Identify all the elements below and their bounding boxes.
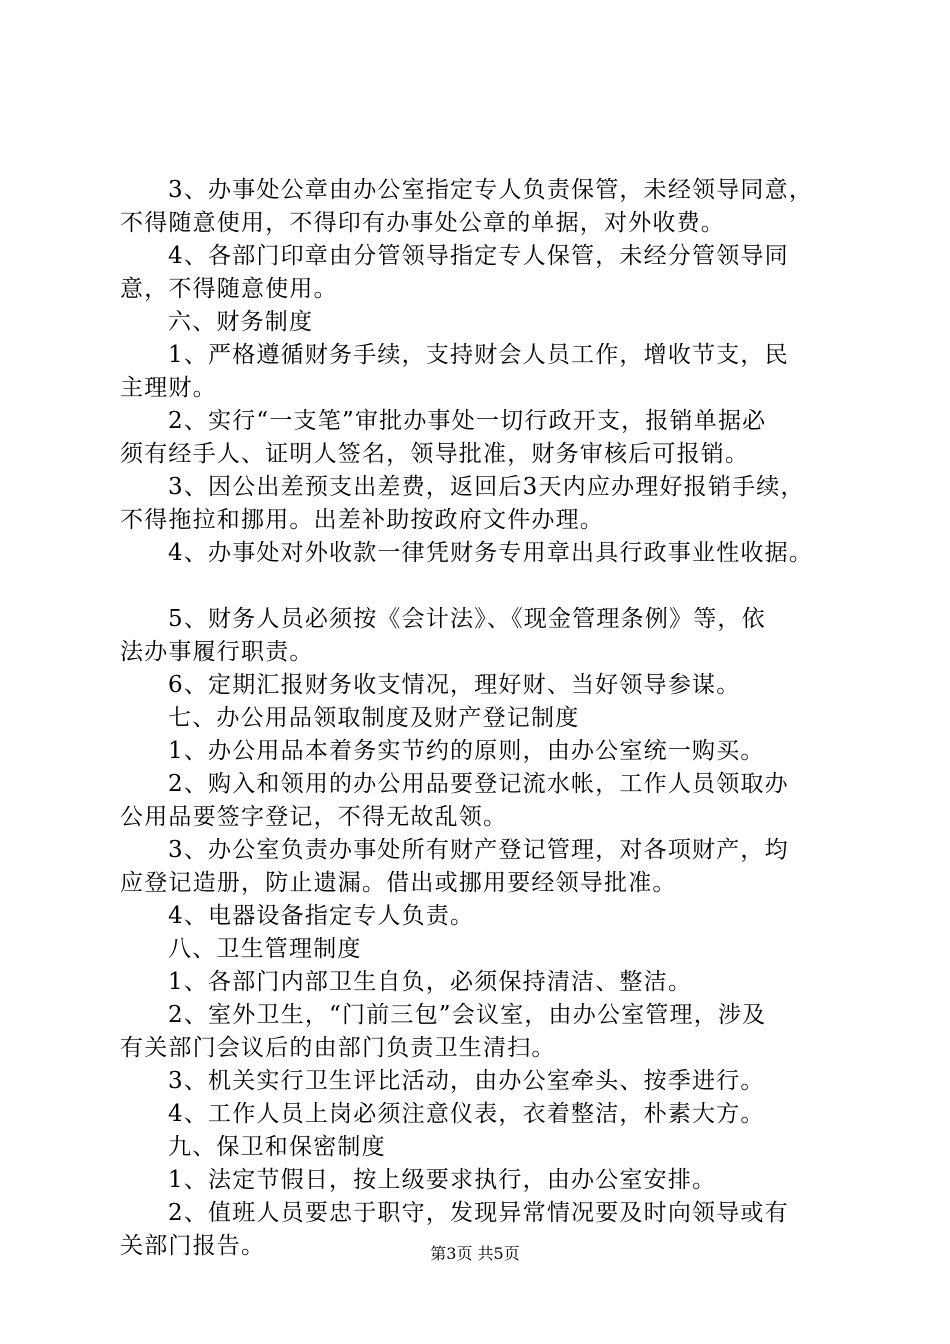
text-line: 法办事履行职责。: [120, 639, 314, 665]
text-line: 不得随意使用，不得印有办事处公章的单据，对外收费。: [120, 210, 725, 236]
text-line: 八、卫生管理制度: [168, 936, 362, 962]
text-line: 关部门报告。: [120, 1233, 266, 1259]
document-body: [120, 174, 850, 1263]
text-line: 1、办公用品本着务实节约的原则，由办公室统一购买。: [168, 738, 765, 764]
blank-line: [120, 570, 850, 603]
text-line: 不得拖拉和挪用。出差补助按政府文件办理。: [120, 507, 604, 533]
text-line: 须有经手人、证明人签名，领导批准，财务审核后可报销。: [120, 441, 750, 467]
text-line: 九、保卫和保密制度: [168, 1134, 386, 1160]
text-line: 4、办事处对外收款一律凭财务专用章出具行政事业性收据。: [168, 540, 814, 566]
text-line: 6、定期汇报财务收支情况，理好财、当好领导参谋。: [168, 672, 741, 698]
text-line: 2、值班人员要忠于职守，发现异常情况要及时向领导或有: [168, 1200, 789, 1226]
text-line: 3、机关实行卫生评比活动，由办公室牵头、按季进行。: [168, 1068, 765, 1094]
text-line: 七、办公用品领取制度及财产登记制度: [168, 705, 580, 731]
text-line: 5、财务人员必须按《会计法》、《现金管理条例》等，依: [168, 606, 766, 632]
text-line: 1、严格遵循财务手续，支持财会人员工作，增收节支，民: [168, 342, 789, 368]
text-line: 2、购入和领用的办公用品要登记流水帐，工作人员领取办: [168, 771, 789, 797]
text-line: 4、工作人员上岗必须注意仪表，衣着整洁，朴素大方。: [168, 1101, 765, 1127]
text-line: 1、各部门内部卫生自负，必须保持清洁、整洁。: [168, 969, 693, 995]
text-line: 公用品要签字登记，不得无故乱领。: [120, 804, 508, 830]
page-number-footer: 第3页 共5页: [430, 1244, 520, 1263]
text-line: 六、财务制度: [168, 309, 314, 335]
text-line: 意，不得随意使用。: [120, 276, 338, 302]
text-line: 2、实行“一支笔”审批办事处一切行政开支，报销单据必: [168, 408, 767, 434]
text-line: 3、办公室负责办事处所有财产登记管理，对各项财产，均: [168, 837, 789, 863]
text-line: 1、法定节假日，按上级要求执行，由办公室安排。: [168, 1167, 717, 1193]
text-line: 4、电器设备指定专人负责。: [168, 903, 475, 929]
text-line: 主理财。: [120, 375, 217, 401]
text-line: 3、因公出差预支出差费，返回后3天内应办理好报销手续，: [168, 474, 805, 500]
text-line: 3、办事处公章由办公室指定专人负责保管，未经领导同意，: [168, 177, 814, 203]
text-line: 有关部门会议后的由部门负责卫生清扫。: [120, 1035, 556, 1061]
text-line: 应登记造册，防止遗漏。借出或挪用要经领导批准。: [120, 870, 677, 896]
text-line: 4、各部门印章由分管领导指定专人保管，未经分管领导同: [168, 243, 789, 269]
text-line: 2、室外卫生，“门前三包”会议室，由办公室管理，涉及: [168, 1002, 767, 1028]
